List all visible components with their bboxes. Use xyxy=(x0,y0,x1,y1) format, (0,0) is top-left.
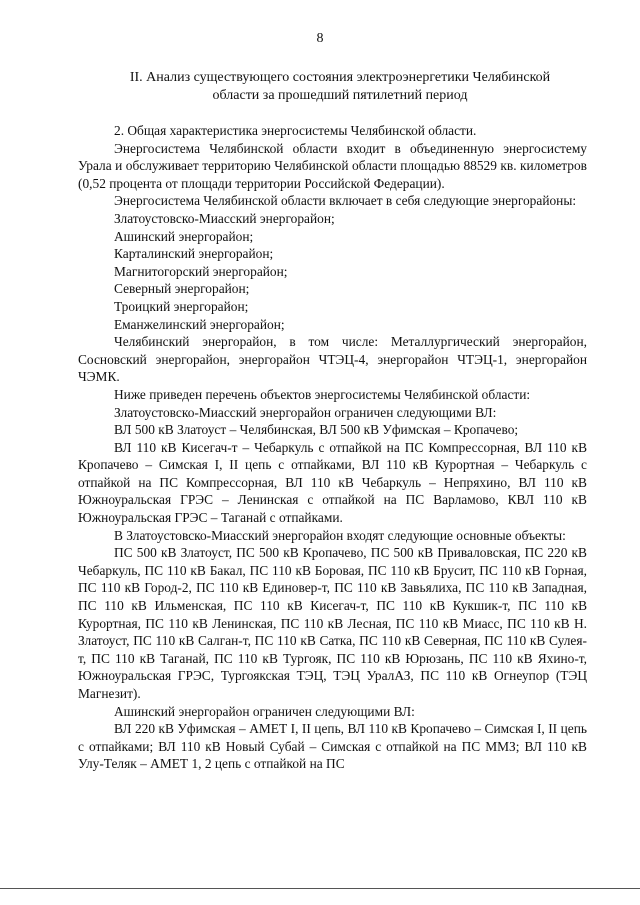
heading-line-2: области за прошедший пятилетний период xyxy=(212,88,468,103)
region-item: Магнитогорский энергорайон; xyxy=(114,263,288,279)
region-item: Златоустовско-Миасский энергорайон; xyxy=(114,210,335,226)
region-item: Троицкий энергорайон; xyxy=(114,298,249,314)
paragraph-chelyabinsk-region: Челябинский энергорайон, в том числе: Металлургический энергорайон, Сосновский энергорайон, энергорайон ЧТЭЦ-4, энергорайон ЧТЭЦ-1, энергорайон ЧЭМК. xyxy=(78,334,587,385)
paragraph-asha-lines-intro: Ашинский энергорайон ограничен следующими ВЛ: xyxy=(114,703,415,719)
document-body xyxy=(78,122,587,773)
paragraph-zlatoust-lines-intro: Златоустовско-Миасский энергорайон ограничен следующими ВЛ: xyxy=(114,404,497,420)
paragraph-zlatoust-objects: ПС 500 кВ Златоуст, ПС 500 кВ Кропачево, ПС 500 кВ Приваловская, ПС 220 кВ Чебаркуль, ПС 110 кВ Бакал, ПС 110 кВ Боровая, ПС 110 кВ Брусит, ПС 110 кВ Горная, ПС 110 кВ Город-2, ПС 110 кВ Единовер-т, ПС 110 кВ Завьялиха, ПС 110 кВ Западная, ПС 110 кВ Ильменская, ПС 110 кВ Кисегач-т, ПС 110 кВ Кукшик-т, ПС 110 кВ Курортная, ПС 110 кВ Ленинская, ПС 110 кВ Лесная, ПС 110 кВ Миасс, ПС 110 кВ Н. Златоуст, ПС 110 кВ Салган-т, ПС 110 кВ Сатка, ПС 110 кВ Северная, ПС 110 кВ Сулея-т, ПС 110 кВ Таганай, ПС 110 кВ Тургояк, ПС 110 кВ Юрюзань, ПС 110 кВ Яхино-т, Южноуральская ГРЭС, Тургоякская ТЭЦ, ТЭЦ УралАЗ, ПС 110 кВ Огнеупор (ТЭЦ Магнезит). xyxy=(78,545,587,701)
paragraph-500kv-lines: ВЛ 500 кВ Златоуст – Челябинская, ВЛ 500 кВ Уфимская – Кропачево; xyxy=(114,422,519,438)
paragraph-subsection-title: 2. Общая характеристика энергосистемы Челябинской области. xyxy=(114,123,477,138)
region-item: Северный энергорайон; xyxy=(114,281,250,297)
paragraph-objects-intro: Ниже приведен перечень объектов энергосистемы Челябинской области: xyxy=(114,386,531,402)
section-heading xyxy=(80,69,600,105)
region-item: Еманжелинский энергорайон; xyxy=(114,316,285,332)
paragraph-zlatoust-objects-intro: В Златоустовско-Миасский энергорайон входят следующие основные объекты: xyxy=(114,527,566,543)
region-item: Ашинский энергорайон; xyxy=(114,228,254,244)
page-number: 8 xyxy=(316,31,324,46)
paragraph-regions-intro: Энергосистема Челябинской области включает в себя следующие энергорайоны: xyxy=(114,193,577,209)
paragraph-110kv-lines: ВЛ 110 кВ Кисегач-т – Чебаркуль с отпайкой на ПС Компрессорная, ВЛ 110 кВ Кропачево – Симская I, II цепь с отпайками, ВЛ 110 кВ Курортная – Чебаркуль с отпайкой на ПС Компрессорная, ВЛ 110 кВ Чебаркуль – Непряхино, ВЛ 110 кВ Южноуральская ГРЭС – Ленинская с отпайкой на ПС Варламово, КВЛ 110 кВ Южноуральская ГРЭС – Таганай с отпайками. xyxy=(78,439,587,526)
paragraph-overview: Энергосистема Челябинской области входит в объединенную энергосистему Урала и обслуживает территорию Челябинской области площадью 88529 кв. километров (0,52 процента от площади территории Российской Федерации). xyxy=(78,140,587,191)
paragraph-asha-lines: ВЛ 220 кВ Уфимская – АМЕТ I, II цепь, ВЛ 110 кВ Кропачево – Симская I, II цепь с отпайками; ВЛ 110 кВ Новый Субай – Симская с отпайкой на ПС ММЗ; ВЛ 110 кВ Улу-Теляк – АМЕТ 1, 2 цепь с отпайкой на ПС xyxy=(78,721,587,772)
page-bottom-rule xyxy=(0,888,640,889)
region-item: Карталинский энергорайон; xyxy=(114,246,274,262)
heading-line-1: II. Анализ существующего состояния электроэнергетики Челябинской xyxy=(129,70,551,85)
